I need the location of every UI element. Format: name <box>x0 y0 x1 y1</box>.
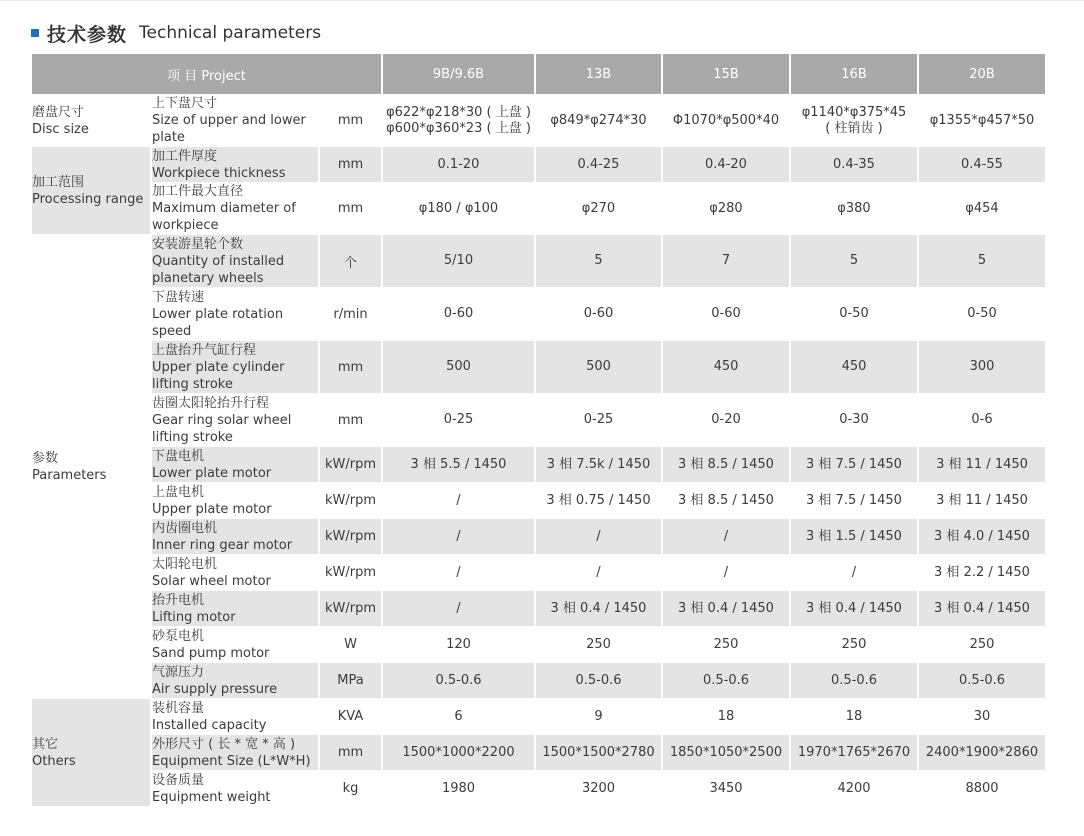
item-label-en: Upper plate cylinder <box>152 359 285 375</box>
row-value: 3200 <box>581 780 616 796</box>
section-parameters <box>32 235 150 698</box>
row-value: 0-50 <box>839 306 869 321</box>
section-label-en: Others <box>32 753 76 769</box>
item-label-cn: 加工件厚度 <box>152 148 218 164</box>
item-label-en: Lower plate motor <box>152 465 272 481</box>
row-value: φ180 / φ100 <box>418 200 499 216</box>
table-row <box>32 235 1045 287</box>
row-value: 3 相 7.5 / 1450 <box>791 447 917 482</box>
row-item <box>152 771 318 806</box>
row-value: 3 相 0.4 / 1450 <box>536 591 661 626</box>
header-model-3: 15B <box>663 54 789 94</box>
row-item <box>152 483 318 518</box>
item-label-en: Workpiece thickness <box>152 165 286 181</box>
row-value: 5 <box>791 235 917 287</box>
row-value: / <box>663 519 789 554</box>
section-disc <box>32 95 150 146</box>
item-label-cn: 下盘转速 <box>152 289 205 305</box>
row-value: φ849*φ274*30 <box>550 112 647 128</box>
item-label-cn: 砂泵电机 <box>152 628 205 644</box>
row-value: 0-6 <box>971 412 993 427</box>
item-label-en-cont: plate <box>152 130 185 145</box>
row-value: 0-25 <box>583 412 614 427</box>
row-value: φ280 <box>709 200 743 216</box>
row-value: 500 <box>536 341 661 393</box>
item-label-en: Lifting motor <box>152 609 236 625</box>
row-value: 250 <box>586 636 611 652</box>
row-value: 3 相 7.5k / 1450 <box>536 447 661 482</box>
item-label-cn: 抬升电机 <box>152 592 205 608</box>
table-header-row <box>32 54 1045 94</box>
item-label-cn: 上盘电机 <box>152 484 205 500</box>
row-unit: mm <box>337 201 364 216</box>
row-value: 18 <box>845 708 863 724</box>
row-value: 6 <box>454 708 463 724</box>
row-value: φ454 <box>965 200 999 216</box>
item-label-cn: 上盘抬升气缸行程 <box>152 342 257 358</box>
row-unit: KVA <box>337 709 364 724</box>
section-label-cn: 参数 <box>32 450 59 466</box>
section-title <box>31 20 321 46</box>
section-label-en: Parameters <box>32 467 107 483</box>
item-label-cn: 内齿圈电机 <box>152 520 218 536</box>
row-value: 0.5-0.6 <box>663 663 789 698</box>
title-chinese: 技术参数 <box>47 23 128 46</box>
row-value: 3 相 7.5 / 1450 <box>806 492 902 508</box>
row-unit: mm <box>337 113 364 128</box>
row-value: 30 <box>973 708 991 724</box>
row-value: / <box>456 492 461 508</box>
row-value: 18 <box>717 708 735 724</box>
section-label-cn: 其它 <box>32 736 59 752</box>
table-row <box>32 591 1045 626</box>
item-label-en: Inner ring gear motor <box>152 537 293 553</box>
row-value: φ622*φ218*30 ( 上盘 ) φ600*φ360*23 ( 上盘 ) <box>386 104 531 136</box>
table-row <box>32 771 1045 806</box>
row-unit: MPa <box>320 663 381 698</box>
item-label-cn: 加工件最大直径 <box>152 184 244 199</box>
item-label-cn: 安装游星轮个数 <box>152 236 244 252</box>
table-row <box>32 447 1045 482</box>
row-value: 0-60 <box>443 306 474 321</box>
table-row <box>32 288 1045 340</box>
row-value: 250 <box>713 636 739 652</box>
row-value: 0-25 <box>443 412 474 427</box>
item-label-en: Equipment Size (L*W*H) <box>152 753 311 769</box>
row-item <box>152 288 318 340</box>
row-value: 0.4-35 <box>791 147 917 182</box>
section-label-cn: 磨盘尺寸 <box>32 104 85 120</box>
row-value: 3 相 2.2 / 1450 <box>934 564 1030 580</box>
row-value: 7 <box>663 235 789 287</box>
row-value: 0-20 <box>711 412 741 427</box>
top-divider <box>0 0 1084 1</box>
row-item <box>152 341 318 393</box>
row-item <box>152 235 318 287</box>
table-row <box>32 663 1045 698</box>
row-value: 500 <box>383 341 534 393</box>
item-label-en: Solar wheel motor <box>152 573 271 589</box>
row-item <box>152 699 318 734</box>
header-model-5: 20B <box>919 54 1045 94</box>
item-label-cn: 太阳轮电机 <box>152 556 218 572</box>
row-value: 1980 <box>441 780 476 796</box>
row-item <box>152 591 318 626</box>
row-value: / <box>456 564 461 580</box>
row-value: 250 <box>841 636 867 652</box>
row-value: 0.1-20 <box>383 147 534 182</box>
row-item <box>152 519 318 554</box>
row-unit: kW/rpm <box>324 493 377 508</box>
item-label-cn: 齿圈太阳轮抬升行程 <box>152 395 270 411</box>
row-unit: kW/rpm <box>320 447 381 482</box>
row-value: / <box>383 519 534 554</box>
item-label-en: Maximum diameter of <box>152 201 296 216</box>
table-row <box>32 735 1045 770</box>
row-item <box>152 735 318 770</box>
row-value: 450 <box>663 341 789 393</box>
row-value: 9 <box>594 708 603 724</box>
row-value: 0-60 <box>583 306 614 321</box>
item-label-en-cont: planetary wheels <box>152 270 264 286</box>
row-value: 3 相 5.5 / 1450 <box>383 447 534 482</box>
row-unit: kg <box>342 781 359 796</box>
row-value: 450 <box>791 341 917 393</box>
row-value: 3 相 1.5 / 1450 <box>791 519 917 554</box>
row-value: 3 相 8.5 / 1450 <box>663 447 789 482</box>
row-value: 0-30 <box>839 412 869 427</box>
row-value: 3 相 11 / 1450 <box>936 492 1028 508</box>
row-value: 5 <box>536 235 661 287</box>
item-label-en: Air supply pressure <box>152 681 278 697</box>
row-value: 3 相 0.4 / 1450 <box>663 591 789 626</box>
table-row <box>32 627 1045 662</box>
row-value: 2400*1900*2860 <box>919 735 1045 770</box>
section-label-en: Disc size <box>32 121 89 137</box>
item-label-en: Lower plate rotation <box>152 306 284 322</box>
item-label-en: Gear ring solar wheel <box>152 412 292 428</box>
row-value: 1500*1500*2780 <box>536 735 661 770</box>
row-item <box>152 183 318 234</box>
row-unit: kW/rpm <box>320 519 381 554</box>
item-label-en: Equipment weight <box>152 789 271 805</box>
row-value: 5/10 <box>383 235 534 287</box>
row-item <box>152 394 318 446</box>
item-label-cn: 下盘电机 <box>152 448 205 464</box>
row-value: 5 <box>919 235 1045 287</box>
table-row <box>32 95 1045 146</box>
item-label-cn: 装机容量 <box>152 700 205 716</box>
table-row <box>32 555 1045 590</box>
table-row <box>32 183 1045 234</box>
row-value: 3 相 0.4 / 1450 <box>791 591 917 626</box>
row-value: 0.4-20 <box>663 147 789 182</box>
spec-table <box>30 53 1047 807</box>
row-value: 0.5-0.6 <box>383 663 534 698</box>
item-label-en-cont: speed <box>152 323 192 339</box>
section-processing <box>32 147 150 234</box>
header-model-2: 13B <box>536 54 661 94</box>
row-value: 1970*1765*2670 <box>791 735 917 770</box>
row-value: / <box>723 564 729 580</box>
item-label-en-cont: lifting stroke <box>152 429 233 445</box>
row-value: φ380 <box>837 200 871 216</box>
row-value: 3 相 11 / 1450 <box>919 447 1045 482</box>
row-value: 3 相 0.4 / 1450 <box>919 591 1045 626</box>
row-unit: kW/rpm <box>324 565 377 580</box>
section-label-cn: 加工范围 <box>32 174 85 190</box>
table-row <box>32 699 1045 734</box>
row-value: 0.4-55 <box>919 147 1045 182</box>
row-value: / <box>536 519 661 554</box>
header-project: 项 目 Project <box>32 54 381 94</box>
row-unit: 个 <box>320 235 381 287</box>
row-value: / <box>383 591 534 626</box>
row-item <box>152 95 318 146</box>
row-value: 3 相 8.5 / 1450 <box>678 492 774 508</box>
item-label-cn: 上下盘尺寸 <box>152 96 218 111</box>
row-value: 1500*1000*2200 <box>383 735 534 770</box>
item-label-en: Upper plate motor <box>152 501 272 517</box>
row-value: 3 相 0.75 / 1450 <box>546 492 651 508</box>
row-item <box>152 147 318 182</box>
table-row <box>32 483 1045 518</box>
item-label-en: Sand pump motor <box>152 645 270 661</box>
table-row <box>32 147 1045 182</box>
section-label-en: Processing range <box>32 191 144 207</box>
row-item <box>152 555 318 590</box>
row-value: φ1355*φ457*50 <box>929 112 1035 128</box>
row-value: 0.5-0.6 <box>536 663 661 698</box>
row-value: / <box>851 564 857 580</box>
row-item <box>152 447 318 482</box>
row-unit: mm <box>320 735 381 770</box>
row-value: 250 <box>969 636 995 652</box>
row-value: 4200 <box>837 780 871 796</box>
item-label-en-cont: lifting stroke <box>152 376 233 392</box>
item-label-en-cont: workpiece <box>152 218 219 233</box>
row-unit: W <box>344 637 357 652</box>
row-value: 0.5-0.6 <box>919 663 1045 698</box>
row-item <box>152 663 318 698</box>
item-label-en: Installed capacity <box>152 717 267 733</box>
row-unit: r/min <box>333 306 368 322</box>
row-value: 0-50 <box>967 306 997 321</box>
row-value: 1850*1050*2500 <box>663 735 789 770</box>
row-value: 0.5-0.6 <box>791 663 917 698</box>
title-english: Technical parameters <box>139 23 322 43</box>
row-unit: mm <box>320 147 381 182</box>
section-others <box>32 699 150 806</box>
row-value: φ1140*φ375*45 ( 柱销齿 ) <box>801 104 907 136</box>
row-value: Φ1070*φ500*40 <box>672 112 780 128</box>
table-row <box>32 341 1045 393</box>
row-unit: mm <box>337 412 364 428</box>
header-model-1: 9B/9.6B <box>383 54 534 94</box>
row-value: 3450 <box>709 780 743 796</box>
row-value: / <box>596 564 601 580</box>
row-value: 0.4-25 <box>536 147 661 182</box>
item-label-cn: 设备质量 <box>152 772 205 788</box>
row-value: 8800 <box>965 780 999 796</box>
row-item <box>152 627 318 662</box>
row-value: 0-60 <box>711 306 741 321</box>
row-value: 300 <box>919 341 1045 393</box>
table-row <box>32 394 1045 446</box>
item-label-cn: 外形尺寸 ( 长 * 宽 * 高 ) <box>152 736 296 752</box>
title-bullet-icon <box>31 29 39 37</box>
item-label-en: Size of upper and lower <box>152 113 306 128</box>
header-model-4: 16B <box>791 54 917 94</box>
item-label-cn: 气源压力 <box>152 664 205 680</box>
row-unit: mm <box>320 341 381 393</box>
row-value: φ270 <box>581 200 616 216</box>
item-label-en: Quantity of installed <box>152 253 285 269</box>
row-value: 3 相 4.0 / 1450 <box>919 519 1045 554</box>
row-unit: kW/rpm <box>320 591 381 626</box>
row-value: 120 <box>446 636 471 652</box>
table-row <box>32 519 1045 554</box>
